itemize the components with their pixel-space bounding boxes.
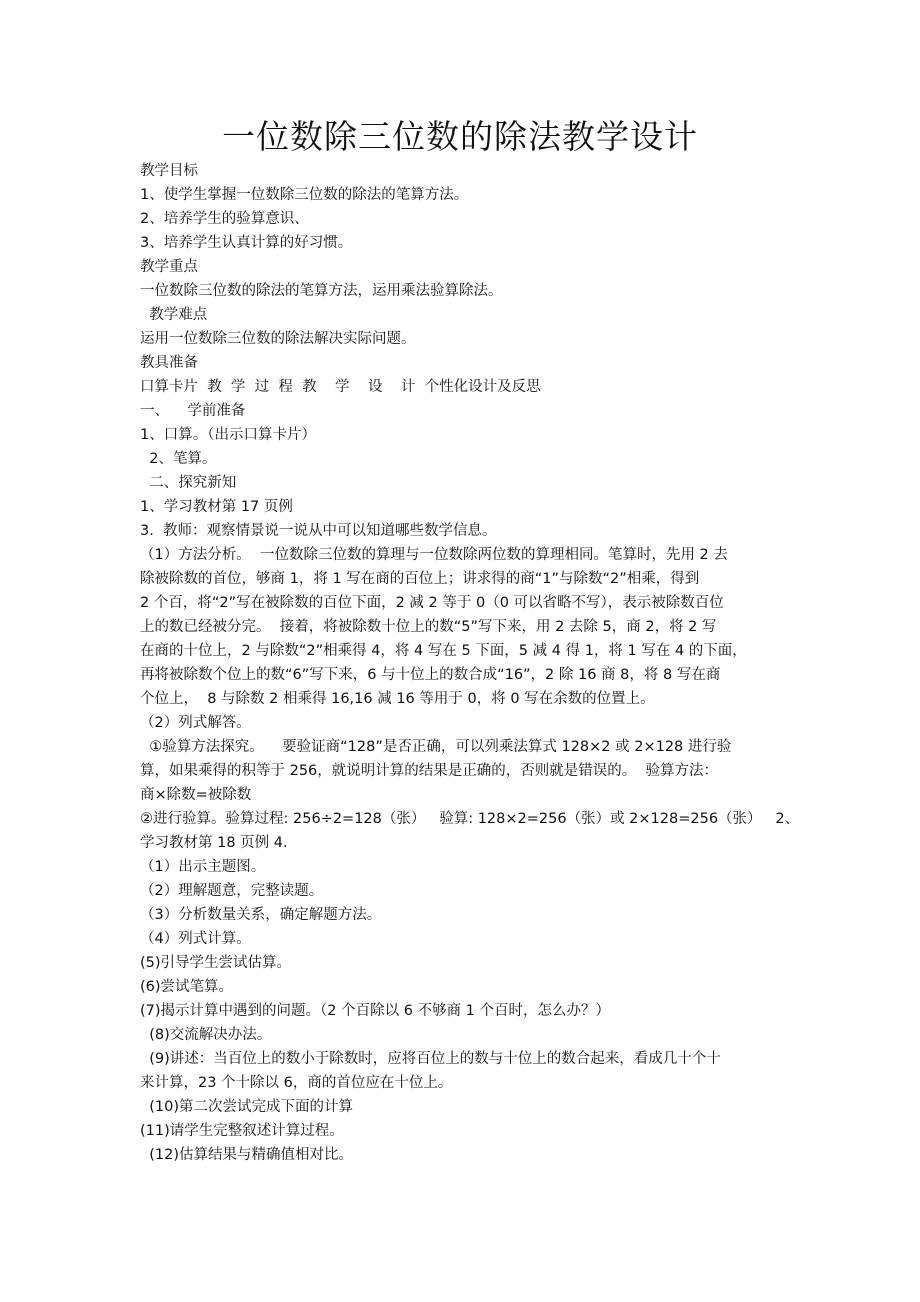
document-line: （1）方法分析。 一位数除三位数的算理与一位数除两位数的算理相同。笔算时，先用 2 去 — [140, 547, 728, 563]
document-line: 2、笔算。 — [140, 451, 217, 467]
document-line: 3、培养学生认真计算的好习惯。 — [140, 235, 353, 251]
document-line: 算，如果乘得的积等于 256，就说明计算的结果是正确的，否则就是错误的。 验算方法： — [140, 763, 718, 779]
document-line: 在商的十位上，2 与除数“2”相乘得 4，将 4 写在 5 下面，5 减 4 得 1，将 1 写在 4 的下面， — [140, 643, 747, 659]
document-line: （4）列式计算。 — [140, 931, 251, 947]
document-line: 学习教材第 18 页例 4. — [140, 835, 288, 851]
document-line: 商×除数=被除数 — [140, 787, 252, 803]
document-line: ①验算方法探究。 要验证商“128”是否正确，可以列乘法算式 128×2 或 2×128 进行验 — [140, 739, 732, 755]
document-line: (10)第二次尝试完成下面的计算 — [140, 1099, 353, 1115]
document-body — [140, 159, 800, 1167]
document-line: 2 个百，将“2”写在被除数的百位下面，2 减 2 等于 0（0 可以省略不写），表示被除数百位 — [140, 595, 724, 611]
document-line: 1、使学生掌握一位数除三位数的除法的笔算方法。 — [140, 187, 469, 203]
document-line: (11)请学生完整叙述计算过程。 — [140, 1123, 344, 1139]
document-line: 1、口算。（出示口算卡片） — [140, 427, 316, 443]
document-line: 再将被除数个位上的数“6”写下来，6 与十位上的数合成“16”，2 除 16 商 8，将 8 写在商 — [140, 667, 721, 683]
document-line: 3. 教师：观察情景说一说从中可以知道哪些数学信息。 — [140, 523, 497, 539]
document-line: 个位上， 8 与除数 2 相乘得 16,16 减 16 等用于 0，将 0 写在余数的位置上。 — [140, 691, 655, 707]
document-line: 来计算，23 个十除以 6，商的首位应在十位上。 — [140, 1075, 453, 1091]
document-line: （2）理解题意，完整读题。 — [140, 883, 324, 899]
document-line: 1、学习教材第 17 页例 — [140, 499, 293, 515]
document-line: (12)估算结果与精确值相对比。 — [140, 1147, 353, 1163]
document-line: 教学重点 — [140, 259, 198, 275]
document-line: 教学难点 — [140, 307, 208, 323]
document-line: 除被除数的首位，够商 1，将 1 写在商的百位上；讲求得的商“1”与除数“2”相乘，得到 — [140, 571, 700, 587]
document-line: 二、探究新知 — [140, 475, 237, 491]
document-line: (5)引导学生尝试估算。 — [140, 955, 292, 971]
document-line: (8)交流解决办法。 — [140, 1027, 272, 1043]
document-line: (6)尝试笔算。 — [140, 979, 234, 995]
document-line: 口算卡片 教 学 过 程 教 学 设 计 个性化设计及反思 — [140, 379, 541, 395]
document-line: ②进行验算。验算过程: 256÷2=128（张） 验算: 128×2=256（张）或 2×128=256（张） 2、 — [140, 811, 800, 827]
document-line: 一、 学前准备 — [140, 403, 246, 419]
document-line: 教学目标 — [140, 163, 198, 179]
document-line: 2、培养学生的验算意识、 — [140, 211, 309, 227]
document-line: 教具准备 — [140, 355, 198, 371]
document-line: （2）列式解答。 — [140, 715, 251, 731]
document-line: 运用一位数除三位数的除法解决实际问题。 — [140, 331, 416, 347]
document-line: (9)讲述：当百位上的数小于除数时，应将百位上的数与十位上的数合起来，看成几十个十 — [140, 1051, 721, 1067]
document-line: （3）分析数量关系，确定解题方法。 — [140, 907, 382, 923]
document-line: 上的数已经被分完。 接着，将被除数十位上的数“5”写下来，用 2 去除 5，商 2，将 2 写 — [140, 619, 717, 635]
document-title: 一位数除三位数的除法教学设计 — [222, 117, 698, 156]
document-line: 一位数除三位数的除法的笔算方法，运用乘法验算除法。 — [140, 283, 503, 299]
document-line: (7)揭示计算中遇到的问题。（2 个百除以 6 不够商 1 个百时，怎么办？） — [140, 1003, 611, 1019]
document-line: （1）出示主题图。 — [140, 859, 266, 875]
